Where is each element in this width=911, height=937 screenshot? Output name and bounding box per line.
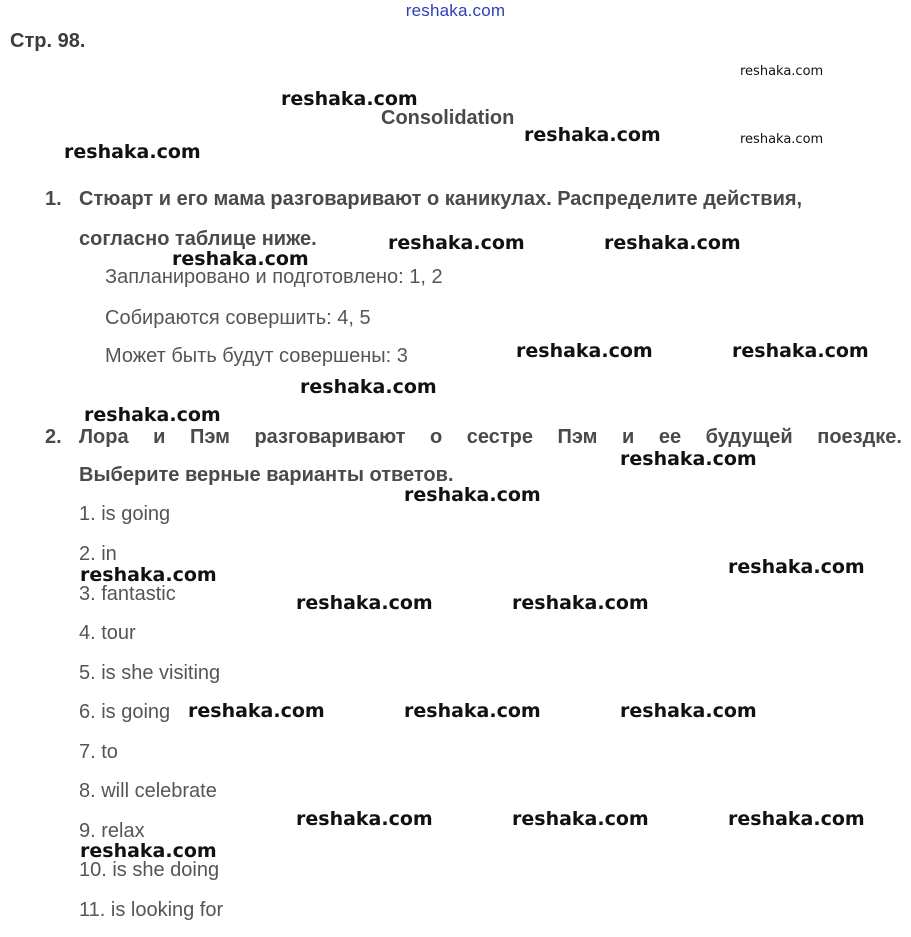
- watermark: reshaka.com: [512, 808, 649, 830]
- watermark: reshaka.com: [80, 840, 217, 862]
- task-1-answer: Собираются совершить: 4, 5: [105, 307, 371, 329]
- watermark: reshaka.com: [740, 132, 824, 147]
- watermark: reshaka.com: [728, 556, 865, 578]
- section-title: Consolidation: [381, 107, 515, 129]
- watermark: reshaka.com: [404, 484, 541, 506]
- watermark: reshaka.com: [740, 64, 824, 79]
- watermark: reshaka.com: [80, 564, 217, 586]
- task-2-instruction-line-2: Выберите верные варианты ответов.: [79, 464, 454, 486]
- watermark: reshaka.com: [620, 700, 757, 722]
- watermark: reshaka.com: [84, 404, 221, 426]
- watermark: reshaka.com: [404, 700, 541, 722]
- page-number: Стр. 98.: [10, 30, 86, 52]
- watermark: reshaka.com: [64, 141, 201, 163]
- task-2-answer: 9. relax: [79, 820, 145, 842]
- task-1-instruction-line-1: Стюарт и его мама разговаривают о каникулах. Распределите действия,: [79, 188, 803, 210]
- task-2-instruction-line-1: Лора и Пэм разговаривают о сестре Пэм и ее будущей поездке.: [79, 426, 902, 448]
- task-1-answer: Может быть будут совершены: 3: [105, 345, 408, 367]
- watermark: reshaka.com: [620, 448, 757, 470]
- watermark: reshaka.com: [524, 124, 661, 146]
- task-1-number: 1.: [45, 188, 62, 210]
- task-2-answer: 10. is she doing: [79, 859, 220, 881]
- watermark: reshaka.com: [512, 592, 649, 614]
- task-2-answer: 6. is going: [79, 701, 171, 723]
- task-2-answer: 11. is looking for: [79, 899, 224, 921]
- watermark: reshaka.com: [604, 232, 741, 254]
- task-2-answer: 1. is going: [79, 503, 171, 525]
- task-2-answer: 2. in: [79, 543, 117, 565]
- watermark: reshaka.com: [172, 248, 309, 270]
- watermark: reshaka.com: [296, 592, 433, 614]
- task-2-answer: 3. fantastic: [79, 583, 176, 605]
- watermark: reshaka.com: [296, 808, 433, 830]
- watermark: reshaka.com: [388, 232, 525, 254]
- task-2-number: 2.: [45, 426, 62, 448]
- watermark: reshaka.com: [728, 808, 865, 830]
- watermark: reshaka.com: [732, 340, 869, 362]
- task-2-answer: 7. to: [79, 741, 118, 763]
- task-1-instruction-line-2: согласно таблице ниже.: [79, 228, 317, 250]
- task-2-answer: 4. tour: [79, 622, 136, 644]
- task-2-answer: 5. is she visiting: [79, 662, 221, 684]
- task-2-answer: 8. will celebrate: [79, 780, 217, 802]
- watermark: reshaka.com: [281, 88, 418, 110]
- site-link[interactable]: reshaka.com: [405, 1, 506, 20]
- task-1-answer: Запланировано и подготовлено: 1, 2: [105, 266, 443, 288]
- watermark: reshaka.com: [188, 700, 325, 722]
- watermark: reshaka.com: [300, 376, 437, 398]
- watermark: reshaka.com: [516, 340, 653, 362]
